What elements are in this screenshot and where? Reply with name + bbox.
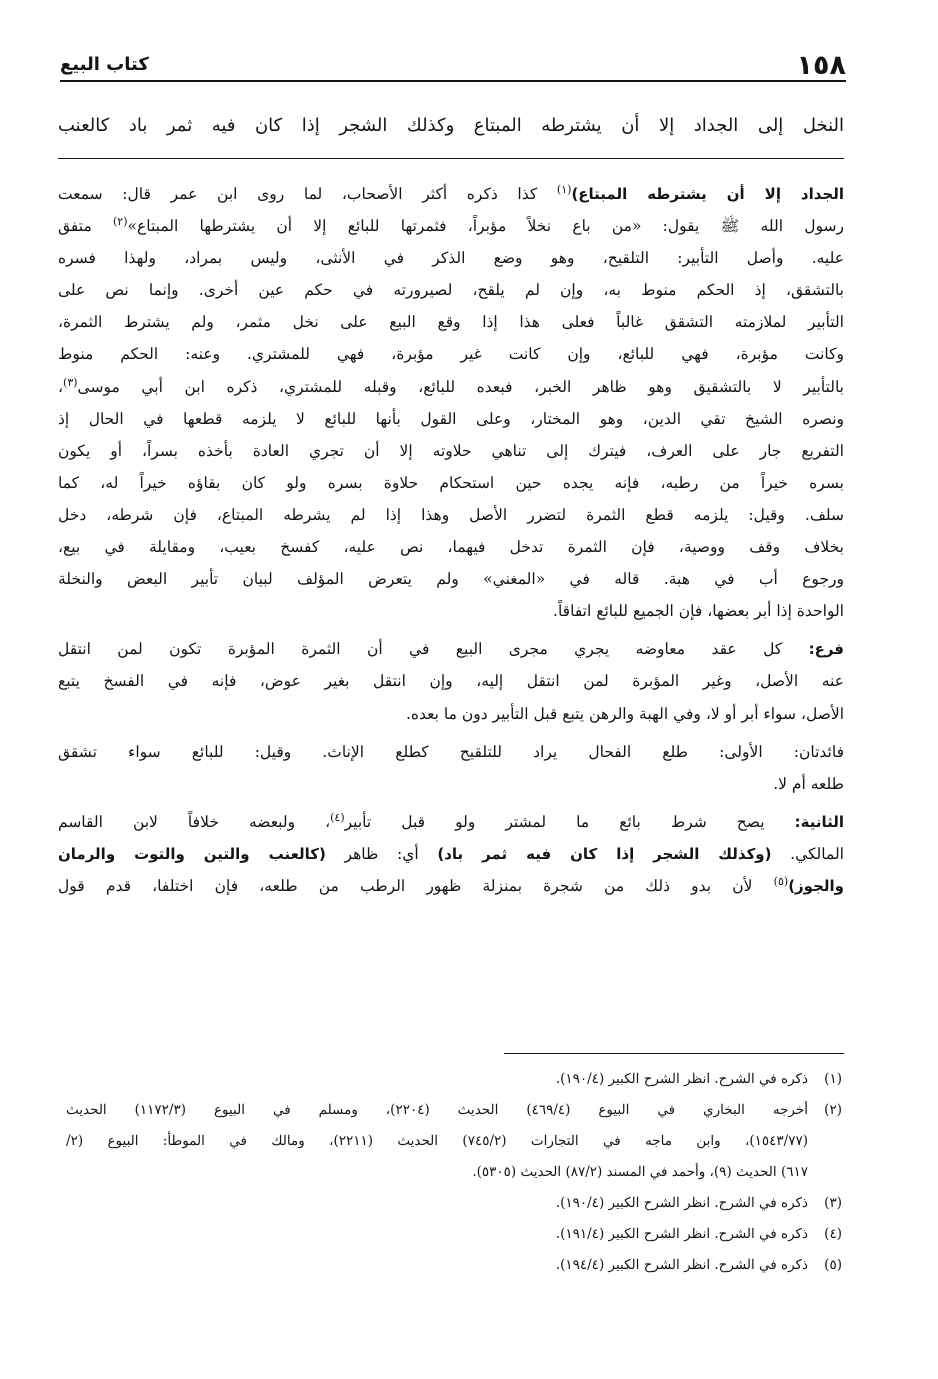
footnotes xyxy=(66,1064,842,1281)
bold-term: (وكذلك الشجر إذا كان فيه ثمر باد) xyxy=(437,844,772,863)
footnote-number: (٣) xyxy=(824,1195,842,1211)
text-line: ونصره الشيخ تقي الدين، وهو المختار، وعلى القول بأنها للبائع لا يلزمه قطعها في الحال إذ xyxy=(58,409,844,428)
text-line: عنه الأصل، وغير المؤبرة لمن انتقل إليه، وإن انتقل بغير عوض، فإنه في الفسخ يتبع xyxy=(58,672,844,691)
text-run: كذا ذكره أكثر الأصحاب، لما روى ابن عمر قال: سمعت xyxy=(58,185,557,203)
text-run: بالتأبير لا بالتشقيق وهو ظاهر الخبر، فبعده للبائع، وقبله للمشتري، ذكره ابن أبي موسى xyxy=(77,377,844,396)
paragraph xyxy=(58,178,844,627)
footnote-number: (١) xyxy=(824,1071,842,1087)
text-line: ذكره في الشرح. انظر الشرح الكبير (١٩٠/٤). xyxy=(555,1071,808,1087)
text-line: الواحدة إذا أبر بعضها، فإن الجميع للبائع اتفاقاً. xyxy=(553,602,844,621)
footnote-number: (٢) xyxy=(824,1102,842,1118)
text-line xyxy=(58,633,844,665)
footnote-rule xyxy=(504,1053,844,1054)
text-line: التأبير لملازمته التشقق غالباً فعلى هذا إذا وقع البيع على نخل مثمر، ولم يشترط الثمرة، xyxy=(58,313,844,332)
text-run: لأن بدو ذلك من شجرة بمنزلة ظهور الرطب من طلعه، فإن اختلفا، قدم قول xyxy=(58,876,774,895)
footnote-number: (٤) xyxy=(824,1226,842,1242)
page-number: ١٥٨ xyxy=(796,50,846,81)
text-line: طلعه أم لا. xyxy=(773,774,844,793)
commentary xyxy=(58,178,844,908)
paragraph xyxy=(58,806,844,902)
text-line: بالتشقق، إذ الحكم منوط به، وإن لم يلقح، لصيرورته في حكم عين أخرى. وإنما نص على xyxy=(58,281,844,300)
text-line: ذكره في الشرح. انظر الشرح الكبير (١٩٠/٤). xyxy=(555,1195,808,1211)
text-line: الأصل، سواء أبر أو لا، وفي الهبة والرهن يتبع قبل التأبير دون ما بعده. xyxy=(406,704,844,723)
text-line: ٦١٧) الحديث (٩)، وأحمد في المسند (٨٧/٢) الحديث (٥٣٠٥). xyxy=(472,1164,808,1180)
book-title: كتاب البيع xyxy=(60,54,149,75)
footnote-text xyxy=(66,1064,808,1095)
footnote xyxy=(66,1250,842,1281)
text-line xyxy=(58,210,844,242)
text-line: عليه. وأصل التأبير: التلقيح، وهو وضع الذكر في الأنثى، وليس بمراد، ولهذا فسره xyxy=(58,249,844,268)
bold-term: الثانية: xyxy=(794,812,844,831)
text-line xyxy=(58,870,844,902)
footnote xyxy=(66,1095,842,1188)
bold-term: الجداد إلا أن يشترطه المبتاع) xyxy=(571,185,845,203)
text-line: سلف. وقيل: يلزمه قطع الثمرة لتضرر الأصل وهذا إذا لم يشرطه المبتاع، فإن شرطه، دخل xyxy=(58,505,844,524)
paragraph xyxy=(58,736,844,800)
text-line xyxy=(58,178,844,210)
footnote-ref: (٢) xyxy=(113,214,128,228)
footnote-text xyxy=(66,1219,808,1250)
footnote xyxy=(66,1064,842,1095)
running-header xyxy=(60,50,846,86)
bold-term: (كالعنب والتين والتوت والرمان xyxy=(58,844,326,863)
footnote-ref: (٤) xyxy=(330,810,345,824)
text-run: متفق xyxy=(58,217,113,236)
footnote-ref: (٣) xyxy=(63,375,78,389)
text-line xyxy=(58,371,844,403)
text-line: ذكره في الشرح. انظر الشرح الكبير (١٩١/٤). xyxy=(555,1226,808,1242)
footnote xyxy=(66,1219,842,1250)
footnote xyxy=(66,1188,842,1219)
footnote-text xyxy=(66,1095,808,1188)
footnote-text xyxy=(66,1250,808,1281)
footnote-number: (٥) xyxy=(824,1257,842,1273)
footnote-ref: (٥) xyxy=(773,874,789,888)
text-line: أخرجه البخاري في البيوع (٤٦٩/٤) الحديث (٢٢٠٤)، ومسلم في البيوع (١١٧٢/٣) الحديث xyxy=(66,1102,808,1118)
text-run: ، ولبعضه خلافاً لابن القاسم xyxy=(58,812,331,831)
text-line: بسره خيراً من رطبه، فإنه يجده حين استحكام حلاوة بسره ولو كان بقاؤه خيراً له، كما xyxy=(58,473,844,492)
text-line: (١٥٤٣/٧٧)، وابن ماجه في التجارات (٧٤٥/٢) الحديث (٢٢١١)، ومالك في الموطأ: البيوع (٢/ xyxy=(66,1133,809,1149)
text-line: التفريع جار على العرف، فيترك إلى تناهي حلاوته إلا أن تجري العادة بأخذه بسراً، أو يكون xyxy=(58,441,844,460)
text-run: يصح شرط بائع ما لمشتر ولو قبل تأبير xyxy=(344,812,795,831)
text-run: ، xyxy=(58,377,64,396)
text-run: كل عقد معاوضه يجري مجرى البيع في أن الثمرة المؤبرة تكون لمن انتقل xyxy=(58,640,809,659)
matn-text: النخل إلى الجداد إلا أن يشترطه المبتاع وكذلك الشجر إذا كان فيه ثمر باد كالعنب xyxy=(58,115,844,136)
text-line: ورجوع أب في هبة. قاله في «المغني» ولم يتعرض المؤلف لبيان تأبير البعض والنخلة xyxy=(58,570,844,589)
footnote-text xyxy=(66,1188,808,1219)
text-run: المالكي. xyxy=(771,844,844,863)
footnote-ref: (١) xyxy=(556,182,572,196)
text-line xyxy=(58,806,844,838)
text-line: وكانت مؤبرة، فهي للبائع، وإن كانت غير مؤبرة، فهي للمشتري. وعنه: الحكم منوط xyxy=(58,345,844,364)
text-run: رسول الله ﷺ يقول: «من باع نخلاً مؤبراً، فثمرتها للبائع إلا أن يشترطها المبتاع» xyxy=(127,217,844,236)
text-line xyxy=(58,838,844,870)
matn-rule xyxy=(58,158,844,159)
header-rule xyxy=(60,80,846,82)
bold-term: والجوز) xyxy=(788,876,844,895)
paragraph xyxy=(58,633,844,729)
text-line: ذكره في الشرح. انظر الشرح الكبير (١٩٤/٤). xyxy=(555,1257,808,1273)
text-run: أي: ظاهر xyxy=(325,844,438,863)
text-line: بخلاف وقف ووصية، فإن الثمرة تدخل فيهما، نص عليه، كفسخ بعيب، ومقايلة في بيع، xyxy=(58,538,844,557)
text-line: فائدتان: الأولى: طلع الفحال يراد للتلقيح كطلع الإناث. وقيل: للبائع سواء تشقق xyxy=(58,742,844,761)
bold-term: فرع: xyxy=(808,640,844,659)
